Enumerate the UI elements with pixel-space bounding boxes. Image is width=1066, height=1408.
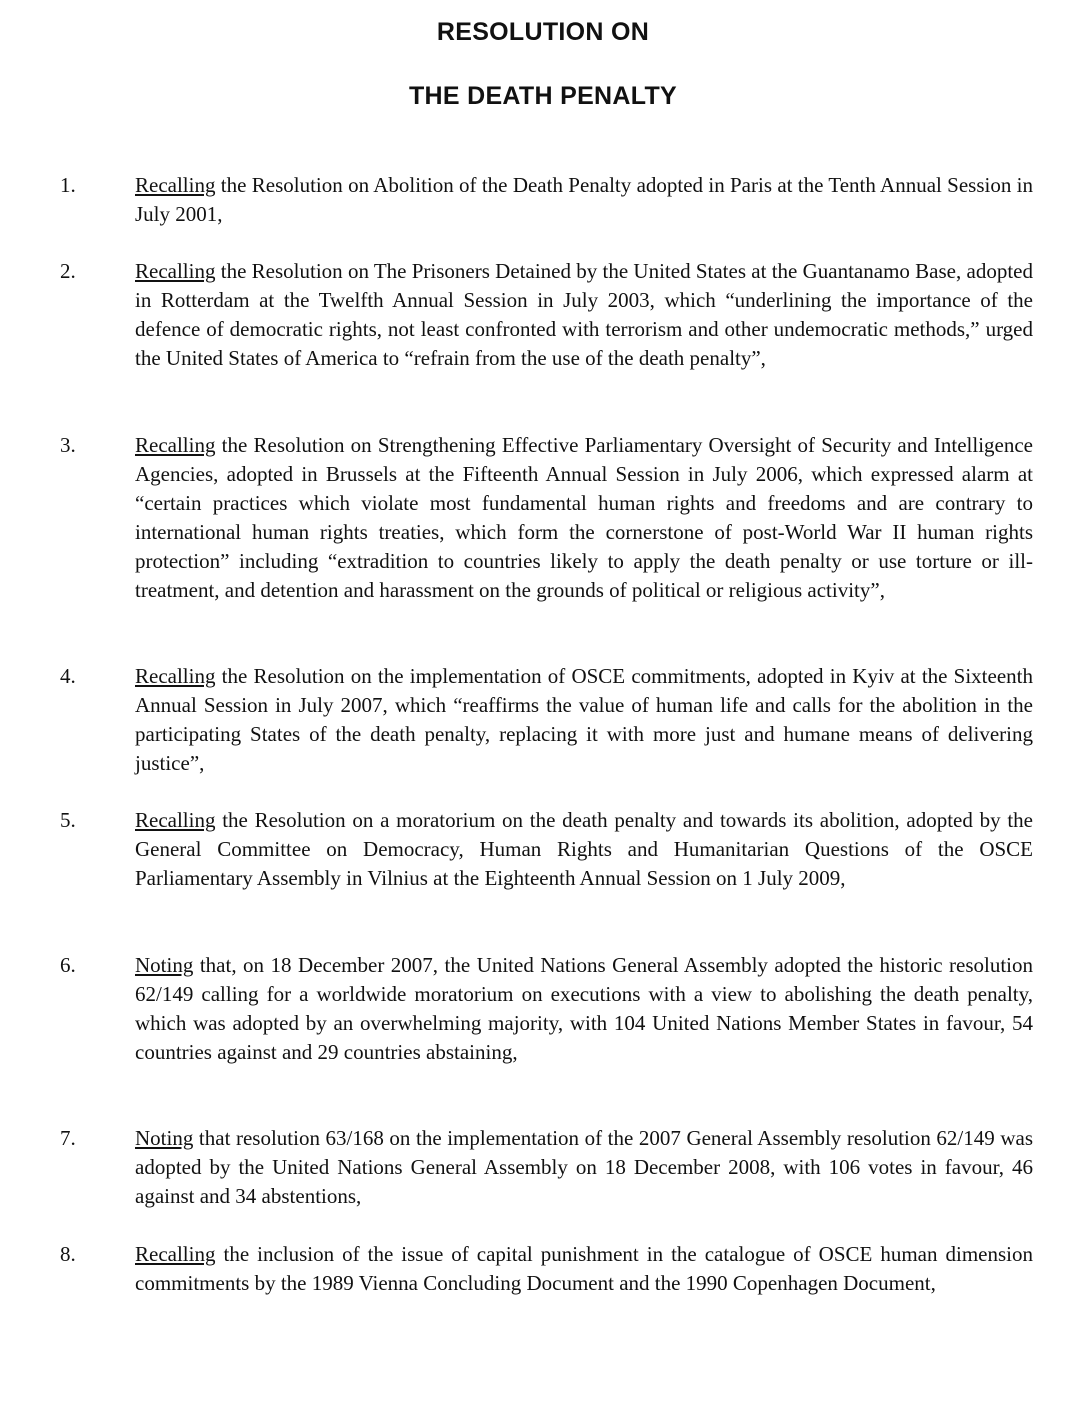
paragraph-text	[135, 1240, 1033, 1298]
paragraph-number: 5.	[60, 808, 76, 832]
paragraph-number: 8.	[60, 1242, 76, 1266]
document-title-line-2: THE DEATH PENALTY	[408, 82, 678, 110]
paragraph-body: the Resolution on Abolition of the Death Penalty adopted in Paris at the Tenth Annual Session in July 2001,	[135, 173, 1033, 226]
paragraph-keyword: Recalling	[135, 664, 216, 688]
paragraph-body: the Resolution on The Prisoners Detained by the United States at the Guantanamo Base, adopted in Rotterdam at the Twelfth Annual Session in July 2003, which “underlining the importance of the defence of democratic rights, not least confronted with terrorism and other undemocratic methods,” urged the United States of America to “refrain from the use of the death penalty”,	[135, 259, 1033, 370]
paragraph-number: 3.	[60, 433, 76, 457]
paragraph-text	[135, 257, 1033, 373]
paragraph-keyword: Noting	[135, 1126, 194, 1150]
paragraph-keyword: Noting	[135, 953, 194, 977]
paragraph-number: 6.	[60, 953, 76, 977]
paragraph-keyword: Recalling	[135, 259, 216, 283]
paragraph-body: the inclusion of the issue of capital punishment in the catalogue of OSCE human dimension commitments by the 1989 Vienna Concluding Document and the 1990 Copenhagen Document,	[135, 1242, 1033, 1295]
paragraph-number: 4.	[60, 664, 76, 688]
paragraph-body: the Resolution on Strengthening Effective Parliamentary Oversight of Security and Intelligence Agencies, adopted in Brussels at the Fifteenth Annual Session in July 2006, which expressed alarm at “certain practices which violate most fundamental human rights and freedoms and are contrary to international human rights treaties, which form the cornerstone of post-World War II human rights protection” including “extradition to countries likely to apply the death penalty or use torture or ill-treatment, and detention and harassment on the grounds of political or religious activity”,	[135, 433, 1033, 602]
paragraph-body: that, on 18 December 2007, the United Nations General Assembly adopted the historic resolution 62/149 calling for a worldwide moratorium on executions with a view to abolishing the death penalty, which was adopted by an overwhelming majority, with 104 United Nations Member States in favour, 54 countries against and 29 countries abstaining,	[135, 953, 1033, 1064]
paragraph-keyword: Recalling	[135, 433, 216, 457]
paragraph-text	[135, 806, 1033, 893]
paragraph-body: the Resolution on the implementation of OSCE commitments, adopted in Kyiv at the Sixteenth Annual Session in July 2007, which “reaffirms the value of human life and calls for the abolition in the participating States of the death penalty, replacing it with more just and humane means of delivering justice”,	[135, 664, 1033, 775]
paragraph-text	[135, 171, 1033, 229]
paragraph-body: the Resolution on a moratorium on the death penalty and towards its abolition, adopted by the General Committee on Democracy, Human Rights and Humanitarian Questions of the OSCE Parliamentary Assembly in Vilnius at the Eighteenth Annual Session on 1 July 2009,	[135, 808, 1033, 890]
paragraph-text	[135, 431, 1033, 605]
document-title-line-1: RESOLUTION ON	[436, 18, 650, 46]
paragraph-keyword: Recalling	[135, 173, 216, 197]
paragraph-text	[135, 662, 1033, 778]
paragraph-text	[135, 1124, 1033, 1211]
paragraph-keyword: Recalling	[135, 808, 216, 832]
paragraph-number: 7.	[60, 1126, 76, 1150]
paragraph-number: 1.	[60, 173, 76, 197]
paragraph-keyword: Recalling	[135, 1242, 216, 1266]
paragraph-number: 2.	[60, 259, 76, 283]
paragraph-text	[135, 951, 1033, 1067]
paragraph-body: that resolution 63/168 on the implementation of the 2007 General Assembly resolution 62/149 was adopted by the United Nations General Assembly on 18 December 2008, with 106 votes in favour, 46 against and 34 abstentions,	[135, 1126, 1033, 1208]
